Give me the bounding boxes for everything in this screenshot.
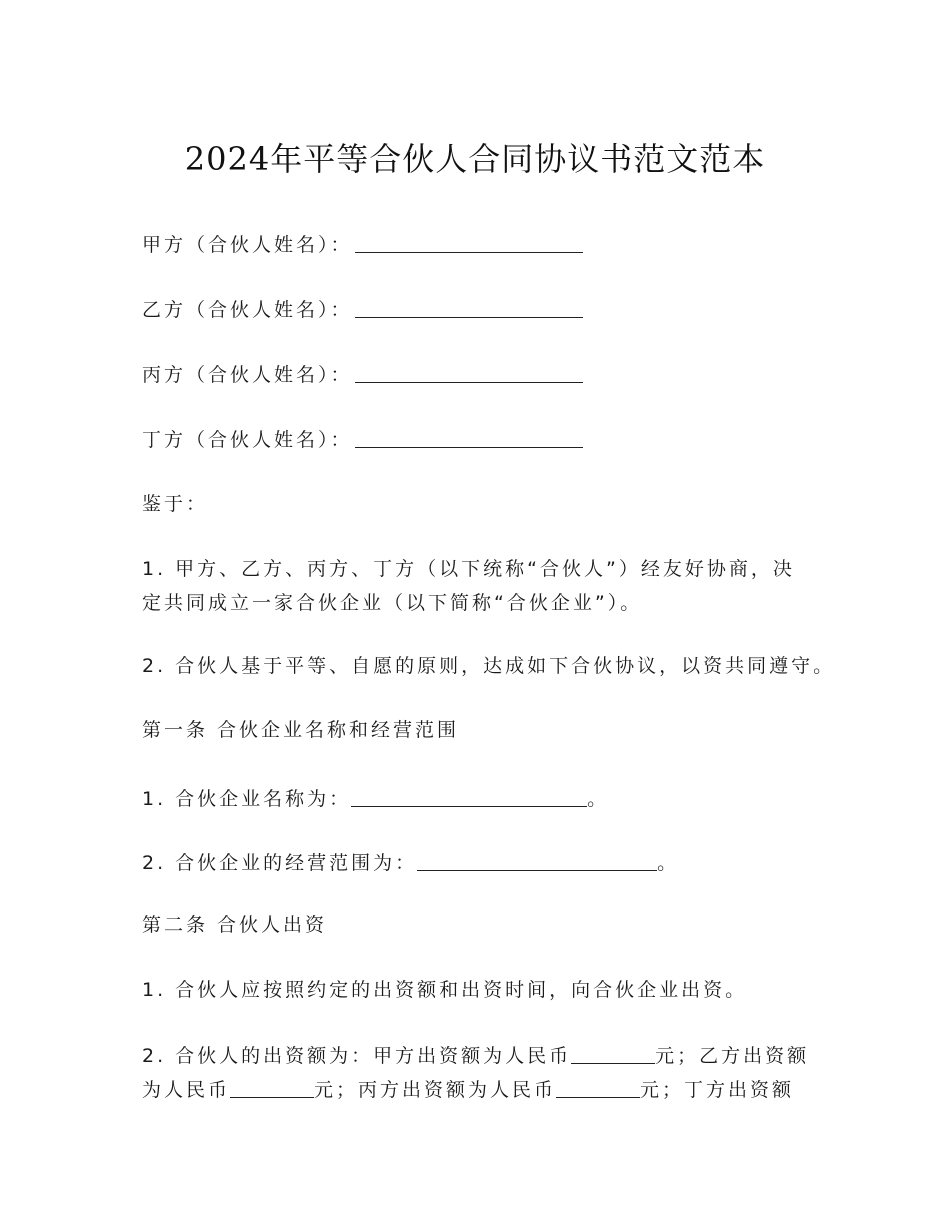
party-c-line (142, 362, 583, 387)
article-2-item-2-line-1 (142, 1043, 809, 1068)
party-d-label: 丁方（合伙人姓名）： (142, 429, 353, 451)
whereas-clause-2: 2. 合伙人基于平等、自愿的原则，达成如下合伙协议，以资共同遵守。 (142, 655, 836, 677)
party-a-line (142, 232, 583, 257)
whereas-clause-1-line-2: 定共同成立一家合伙企业（以下简称“合伙企业”）。 (142, 592, 643, 614)
party-b-amount-blank (230, 1079, 314, 1098)
business-scope-suffix: 。 (657, 852, 680, 874)
party-a-amount-blank (571, 1045, 655, 1064)
party-d-blank (355, 429, 583, 448)
whereas-heading: 鉴于： (142, 493, 209, 515)
party-b-label: 乙方（合伙人姓名）： (142, 299, 353, 321)
party-c-blank (355, 364, 583, 383)
contribution-text: 为人民币 (142, 1079, 231, 1101)
party-b-line (142, 297, 583, 322)
party-c-label: 丙方（合伙人姓名）： (142, 364, 353, 386)
party-d-line (142, 427, 583, 452)
party-b-blank (355, 299, 583, 318)
article-1-item-2 (142, 850, 679, 875)
article-1-item-1 (142, 786, 609, 811)
article-2-item-1: 1. 合伙人应按照约定的出资额和出资时间，向合伙企业出资。 (142, 979, 748, 1001)
business-scope-blank (417, 852, 657, 871)
party-a-blank (355, 234, 583, 253)
company-name-blank (351, 788, 587, 807)
whereas-clause-1-line-1: 1. 甲方、乙方、丙方、丁方（以下统称“合伙人”）经友好协商，决 (142, 558, 795, 580)
document-title: 2024年平等合伙人合同协议书范文范本 (184, 140, 766, 178)
business-scope-label: 2. 合伙企业的经营范围为： (142, 852, 418, 874)
article-1-heading: 第一条 合伙企业名称和经营范围 (142, 719, 460, 741)
contribution-text: 元；乙方出资额 (655, 1045, 810, 1067)
contribution-text: 元；丙方出资额为人民币 (314, 1079, 557, 1101)
party-a-label: 甲方（合伙人姓名）： (142, 234, 353, 256)
contribution-text: 元；丁方出资额 (640, 1079, 795, 1101)
party-c-amount-blank (556, 1079, 640, 1098)
contribution-text: 2. 合伙人的出资额为：甲方出资额为人民币 (142, 1045, 572, 1067)
company-name-suffix: 。 (587, 788, 610, 810)
company-name-label: 1. 合伙企业名称为： (142, 788, 352, 810)
article-2-heading: 第二条 合伙人出资 (142, 914, 328, 936)
article-2-item-2-line-2 (142, 1077, 794, 1102)
